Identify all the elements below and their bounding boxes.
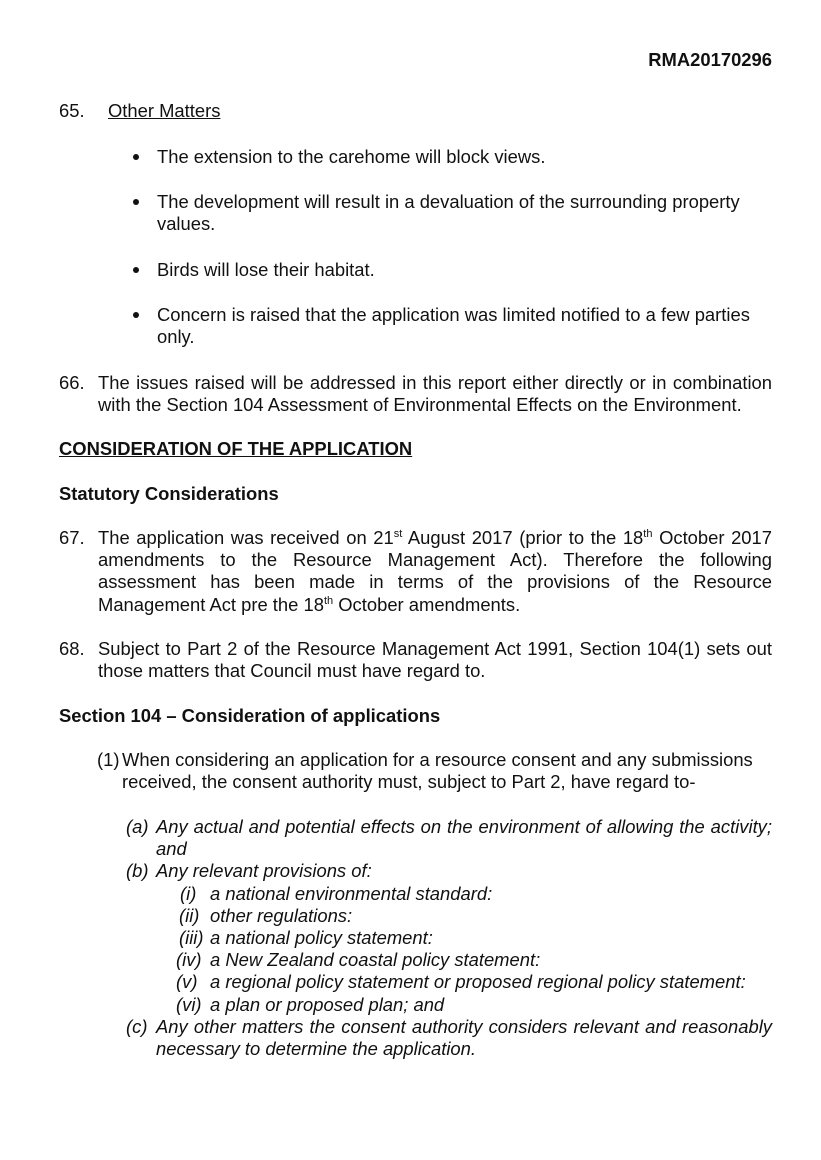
list-item [126, 860, 772, 882]
paragraph-text: The application was received on 21st August 2017 (prior to the 18th October 2017 amendments to the Resource Management Act). Therefore the following assessment has been made in terms of the provisions of the Resource Management Act pre the 18th October amendments. [98, 527, 772, 615]
list-item: Birds will lose their habitat. [126, 259, 772, 281]
sub-item [126, 905, 772, 927]
section-104-heading: Section 104 – Consideration of applications [59, 705, 441, 726]
item-text: Any actual and potential effects on the environment of allowing the activity; and [156, 816, 772, 860]
clause-text: When considering an application for a resource consent and any submissions received, the consent authority must, subject to Part 2, have regard to- [122, 749, 753, 793]
sub-item-label: (vi) [176, 993, 202, 1015]
list-item: The extension to the carehome will block views. [126, 146, 772, 168]
sub-item-label: (i) [180, 882, 197, 904]
paragraph-68 [59, 638, 772, 682]
list-item: Concern is raised that the application was limited notified to a few parties only. [126, 304, 772, 348]
item-label: (b) [126, 860, 149, 882]
item-label: (c) [126, 1015, 148, 1037]
sub-item-text: a national environmental standard: [210, 882, 493, 904]
list-item [126, 1016, 772, 1060]
document-reference: RMA20170296 [648, 49, 772, 70]
bullet-icon [133, 154, 139, 160]
paragraph-number-65: 65. [59, 100, 85, 121]
paragraph-number: 67. [59, 527, 85, 548]
sub-item-label: (ii) [179, 904, 200, 926]
bullet-icon [133, 312, 139, 318]
sub-item [126, 883, 772, 905]
sub-item-text: a regional policy statement or proposed regional policy statement: [210, 971, 746, 993]
paragraph-text: The issues raised will be addressed in this report either directly or in combination with the Section 104 Assessment of Environmental Effects on the Environment. [98, 372, 772, 416]
list-item [126, 816, 772, 860]
paragraph-number: 66. [59, 372, 85, 393]
paragraph-number: 68. [59, 638, 85, 659]
section-104-items [126, 816, 772, 1060]
sub-item-label: (iv) [176, 949, 202, 971]
sub-item-text: a national policy statement: [210, 927, 433, 949]
sub-item [126, 927, 772, 949]
section-104-clause [97, 749, 772, 793]
sub-item-label: (iii) [179, 927, 204, 949]
sub-item [126, 971, 772, 993]
bullet-icon [133, 267, 139, 273]
paragraph-text: Subject to Part 2 of the Resource Management Act 1991, Section 104(1) sets out those matters that Council must have regard to. [98, 638, 772, 682]
sub-item-text: a New Zealand coastal policy statement: [210, 949, 541, 971]
clause-label: (1) [97, 749, 120, 770]
list-item: The development will result in a devaluation of the surrounding property values. [126, 191, 772, 235]
other-matters-heading: Other Matters [108, 100, 221, 121]
sub-item-text: other regulations: [210, 904, 353, 926]
sub-item [126, 949, 772, 971]
sub-item [126, 994, 772, 1016]
statutory-considerations-heading: Statutory Considerations [59, 483, 279, 504]
other-matters-list [126, 146, 772, 371]
item-text: Any relevant provisions of: [156, 860, 372, 882]
section-heading: CONSIDERATION OF THE APPLICATION [59, 438, 413, 459]
sub-item-label: (v) [176, 971, 198, 993]
paragraph-67 [59, 527, 772, 616]
sub-item-text: a plan or proposed plan; and [210, 993, 445, 1015]
item-text: Any other matters the consent authority considers relevant and reasonably necessary to determine the application. [156, 1015, 772, 1060]
paragraph-66 [59, 372, 772, 416]
bullet-icon [133, 199, 139, 205]
item-label: (a) [126, 816, 149, 837]
